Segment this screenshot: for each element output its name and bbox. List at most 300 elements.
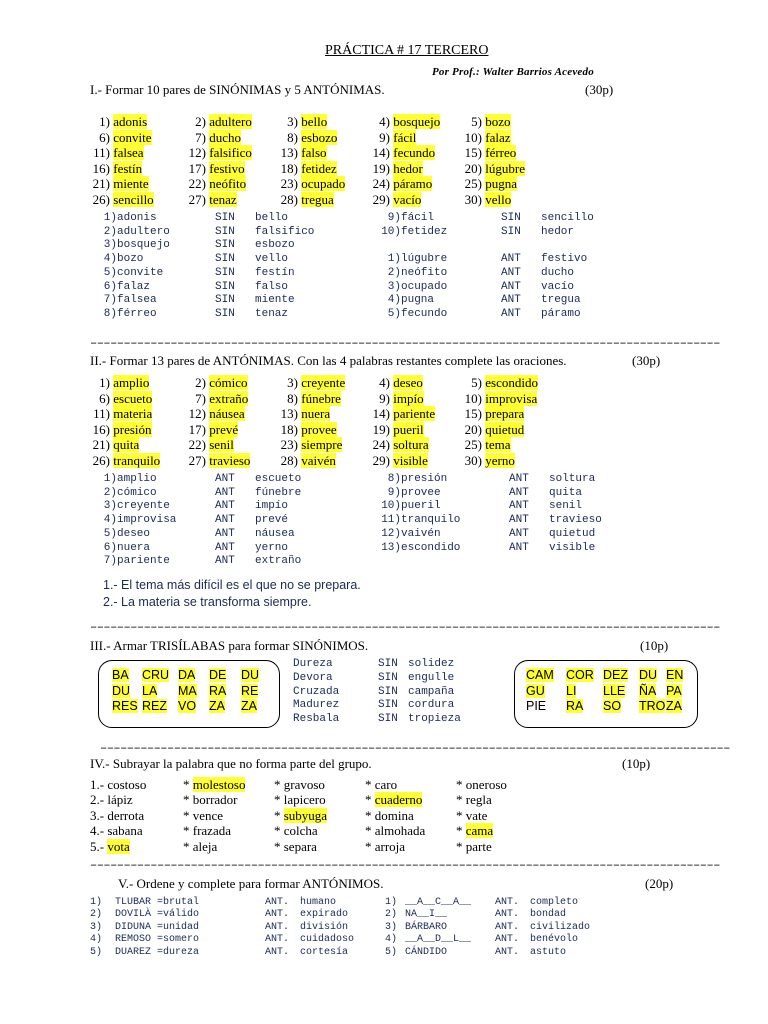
word-item — [460, 391, 537, 406]
anagram-relation: ANT. — [265, 897, 290, 908]
group-word — [456, 839, 492, 854]
group-word — [90, 839, 130, 854]
pair-word: fetidez — [401, 225, 448, 238]
word-item — [90, 453, 160, 468]
word-item — [90, 406, 152, 421]
anagram-number: 3) — [90, 921, 103, 933]
word-number: 26) — [92, 453, 110, 468]
sec1-heading: I.- Formar 10 pares de SINÓNIMAS y 5 ANTÓNIMAS. — [90, 82, 385, 97]
group-word-text: * colcha — [274, 823, 318, 839]
word-number: 12) — [188, 145, 206, 161]
anagram-number: 5) — [90, 946, 103, 958]
pair-relation: ANT — [215, 473, 235, 485]
pair-relation: ANT — [215, 486, 235, 499]
pair-match: tregua — [541, 294, 581, 307]
word-term: sencillo — [113, 192, 154, 207]
word-term: materia — [113, 406, 153, 422]
pair-number: 6) — [103, 541, 117, 554]
pair-word: cómico — [117, 486, 157, 499]
pair-match: cordura — [408, 699, 455, 712]
group-word-odd: subyuga — [283, 807, 328, 823]
pair-word: falaz — [117, 280, 151, 293]
word-number: 1) — [99, 114, 110, 129]
word-item — [184, 453, 250, 468]
word-number: 9) — [379, 390, 390, 406]
group-word — [274, 808, 327, 823]
word-term: visible — [393, 453, 428, 468]
syllable: CAM — [526, 668, 554, 682]
anagram-word: DUAREZ =dureza — [115, 946, 200, 958]
pair-relation: ANT — [509, 500, 529, 513]
word-number: 14) — [372, 145, 390, 161]
syllable: CRU — [142, 668, 170, 682]
word-number: 10) — [464, 129, 482, 145]
pair-number: 4) — [387, 294, 401, 307]
pair-match: falsifico — [255, 225, 315, 238]
page-title: PRÁCTICA # 17 TERCERO — [325, 43, 489, 58]
group-word-prefix: * — [365, 792, 375, 808]
group-word — [183, 823, 231, 838]
word-term: falsifico — [209, 145, 252, 161]
syllable: DEZ — [603, 668, 628, 682]
word-term: travieso — [209, 453, 251, 468]
group-word-text: 1.- costoso — [90, 777, 147, 792]
sec5-points: (20p) — [645, 876, 674, 891]
word-number: 18) — [280, 160, 298, 176]
group-word-text: * domina — [365, 807, 414, 823]
word-item — [368, 453, 428, 468]
anagram-match: civilizado — [530, 921, 591, 933]
pair-number: 5) — [103, 527, 117, 540]
word-number: 30) — [464, 192, 482, 207]
sec5-heading: V.- Ordene y complete para formar ANTÓNIMOS. — [118, 876, 384, 891]
anagram-match: división — [300, 921, 349, 933]
word-item — [276, 176, 345, 191]
word-item — [276, 161, 337, 176]
word-number: 19) — [372, 160, 390, 176]
syllable: MA — [178, 683, 197, 698]
pair-relation: ANT — [215, 541, 235, 554]
pair-row — [375, 267, 675, 281]
word-number: 27) — [188, 453, 206, 468]
pair-row — [97, 528, 397, 542]
pair-word: Dureza — [293, 658, 333, 670]
group-word-text: * almohada — [365, 823, 426, 839]
group-word-text — [183, 777, 245, 792]
anagram-match: bondad — [530, 909, 567, 921]
pair-relation: SIN — [378, 658, 398, 670]
group-word — [183, 808, 223, 823]
pair-word: creyente — [117, 500, 170, 513]
pair-relation: ANT — [509, 541, 529, 554]
pair-row — [97, 253, 397, 267]
pair-word: bosquejo — [117, 239, 170, 252]
syllable: BA — [112, 668, 129, 682]
group-word — [90, 808, 144, 823]
pair-word: convite — [117, 266, 164, 279]
group-word — [274, 823, 318, 838]
word-item — [460, 437, 511, 452]
word-item — [184, 130, 241, 145]
syllable: RA — [209, 683, 227, 698]
group-word-text: * aleja — [183, 838, 218, 854]
anagram-relation: ANT. — [495, 897, 520, 908]
pair-number: 3) — [103, 500, 117, 513]
word-term: tranquilo — [113, 453, 161, 468]
word-number: 29) — [372, 192, 390, 207]
pair-number: 3) — [103, 239, 117, 252]
pair-word: falsea — [117, 294, 157, 307]
word-number: 4) — [379, 375, 390, 390]
group-word-text: 4.- sabana — [90, 823, 143, 839]
sec4-points: (10p) — [622, 756, 651, 771]
pair-number: 2) — [387, 266, 401, 279]
pair-relation: ANT — [215, 527, 235, 540]
syllable: DU — [112, 683, 131, 698]
anagram-number: 1) — [90, 897, 103, 908]
pair-row — [97, 555, 397, 569]
word-item — [276, 114, 327, 129]
word-item — [90, 161, 142, 176]
pair-word: Madurez — [293, 699, 340, 712]
word-term: fetidez — [301, 160, 337, 176]
group-word-text — [456, 823, 493, 838]
group-word — [456, 777, 507, 792]
word-item — [460, 375, 538, 390]
word-term: náusea — [209, 406, 245, 422]
pair-number: 10) — [381, 500, 401, 513]
pair-number: 5) — [103, 266, 117, 279]
pair-row — [97, 267, 397, 281]
syllable: RE — [241, 683, 259, 698]
pair-relation: SIN — [215, 307, 235, 320]
word-term: bello — [301, 114, 328, 129]
anagram-match: cuidadoso — [300, 934, 355, 946]
word-number: 4) — [379, 114, 390, 129]
syllable: LA — [142, 683, 158, 698]
pair-match: campaña — [408, 685, 455, 698]
pair-match: ducho — [541, 266, 575, 279]
pair-row — [97, 281, 397, 295]
pair-word: deseo — [117, 527, 151, 540]
word-item — [90, 391, 152, 406]
word-number: 16) — [92, 160, 110, 176]
word-item — [184, 391, 248, 406]
word-number: 26) — [92, 192, 110, 207]
word-number: 25) — [464, 176, 482, 192]
syllable: GU — [526, 683, 545, 698]
word-term: pueril — [393, 421, 424, 437]
word-term: adultero — [209, 114, 252, 129]
pair-row — [97, 212, 397, 226]
word-term: siempre — [301, 437, 343, 453]
pair-match: quietud — [549, 527, 596, 540]
pair-number: 8) — [387, 473, 401, 485]
pair-row — [97, 239, 397, 253]
word-term: fácil — [393, 129, 417, 145]
word-term: neófito — [209, 176, 247, 192]
group-word-text — [274, 808, 327, 823]
pair-relation: SIN — [378, 713, 398, 726]
pair-row — [97, 514, 397, 528]
word-term: ocupado — [301, 176, 346, 192]
sec2-points: (30p) — [632, 353, 661, 368]
pair-relation: ANT — [509, 486, 529, 499]
word-number: 13) — [280, 406, 298, 422]
anagram-relation: ANT. — [495, 921, 520, 933]
pair-number: 2) — [103, 486, 117, 499]
word-item — [460, 176, 517, 191]
word-number: 7) — [195, 390, 206, 406]
pair-match: fúnebre — [255, 486, 302, 499]
pair-row — [375, 239, 675, 253]
word-number: 17) — [188, 421, 206, 437]
pair-word: fácil — [401, 212, 435, 224]
word-term: quietud — [485, 421, 525, 437]
word-item — [184, 176, 246, 191]
pair-relation: ANT — [509, 527, 529, 540]
word-item — [90, 145, 144, 160]
pair-word: adultero — [117, 225, 170, 238]
pair-row — [375, 487, 675, 501]
pair-match: tenaz — [255, 307, 289, 320]
pair-match: hedor — [541, 225, 575, 238]
word-item — [184, 192, 237, 207]
divider: –––––––––––––––––––––––––––––––––––––––––––––––––––––––––––––––––––––––––––––––––––––––––––––– — [90, 620, 720, 634]
word-term: bozo — [485, 114, 511, 129]
word-item — [276, 145, 327, 160]
anagram-number: 5) — [385, 946, 398, 958]
word-term: creyente — [301, 375, 346, 390]
word-number: 19) — [372, 421, 390, 437]
syllable: ZA — [241, 699, 257, 713]
group-word-text: * separa — [274, 838, 317, 854]
word-item — [460, 114, 511, 129]
word-number: 5) — [471, 375, 482, 390]
sec2-word-grid — [90, 375, 650, 470]
anagram-relation: ANT. — [495, 909, 520, 921]
word-term: escondido — [485, 375, 538, 390]
group-word — [365, 808, 414, 823]
pair-row — [97, 308, 397, 322]
pair-match: festivo — [541, 253, 588, 266]
word-number: 8) — [287, 390, 298, 406]
pair-relation: SIN — [215, 280, 235, 293]
pair-word: neófito — [401, 266, 448, 279]
group-word — [183, 792, 238, 807]
word-term: provee — [301, 421, 337, 437]
word-number: 29) — [372, 453, 390, 468]
pair-match: vello — [255, 253, 289, 266]
word-number: 28) — [280, 192, 298, 207]
pair-number: 1) — [387, 253, 401, 266]
group-word — [90, 792, 133, 807]
divider: –––––––––––––––––––––––––––––––––––––––––––––––––––––––––––––––––––––––––––––––––––––––––––––– — [90, 858, 720, 872]
anagram-number: 2) — [385, 909, 398, 921]
word-term: prepara — [485, 406, 525, 422]
pair-match: escueto — [255, 473, 302, 485]
group-word — [365, 792, 422, 807]
word-number: 22) — [188, 437, 206, 453]
word-number: 11) — [93, 145, 110, 161]
group-word-prefix: * — [183, 777, 193, 792]
word-number: 6) — [99, 129, 110, 145]
word-number: 14) — [372, 406, 390, 422]
group-word — [90, 823, 143, 838]
pair-row — [375, 528, 675, 542]
pair-word: provee — [401, 486, 441, 499]
pair-word: vaivén — [401, 527, 441, 540]
sec1-word-grid — [90, 114, 650, 209]
syllable: ZA — [666, 699, 682, 713]
anagram-number: 2) — [90, 909, 103, 921]
group-word-prefix: * — [456, 823, 466, 839]
divider: –––––––––––––––––––––––––––––––––––––––––––––––––––––––––––––––––––––––––––––––––––––––––––––– — [100, 741, 730, 755]
pair-relation: SIN — [501, 225, 521, 238]
pair-relation: SIN — [378, 699, 398, 712]
word-item — [276, 375, 345, 390]
word-item — [184, 437, 234, 452]
word-item — [90, 375, 149, 390]
pair-relation: SIN — [215, 212, 235, 224]
word-term: tregua — [301, 192, 334, 207]
word-item — [184, 145, 252, 160]
word-item — [276, 422, 337, 437]
sec3-heading: III.- Armar TRISÍLABAS para formar SINÓNIMOS. — [90, 638, 369, 653]
word-item — [460, 453, 515, 468]
word-number: 9) — [379, 129, 390, 145]
pair-match: quita — [549, 486, 583, 499]
word-item — [460, 130, 511, 145]
pair-number: 9) — [387, 486, 401, 499]
pair-word: Resbala — [293, 713, 340, 726]
word-item — [368, 161, 423, 176]
pair-match: engulle — [408, 671, 455, 684]
anagram-match: humano — [300, 897, 337, 908]
pair-match: miente — [255, 294, 295, 307]
word-item — [368, 176, 432, 191]
word-number: 3) — [287, 114, 298, 129]
pair-number: 6) — [103, 280, 117, 293]
word-term: improvisa — [485, 390, 538, 406]
anagram-relation: ANT. — [495, 946, 520, 958]
group-word-odd: cama — [465, 823, 494, 839]
word-number: 1) — [99, 375, 110, 390]
anagram-match: cortesía — [300, 946, 349, 958]
anagram-word: CÁNDIDO — [405, 946, 448, 958]
syllable: DA — [178, 668, 196, 682]
pair-number: 9) — [387, 212, 401, 224]
word-term: cómico — [209, 375, 248, 390]
syllable: REZ — [142, 699, 167, 713]
group-word-text: * arroja — [365, 838, 406, 854]
word-number: 7) — [195, 129, 206, 145]
group-word — [183, 839, 217, 854]
word-number: 23) — [280, 176, 298, 192]
word-number: 5) — [471, 114, 482, 129]
pair-row — [375, 226, 675, 240]
anagram-word: __A__C__A__ — [405, 897, 472, 908]
group-word-odd: molestoso — [192, 777, 246, 792]
word-number: 20) — [464, 421, 482, 437]
word-item — [276, 437, 342, 452]
pair-match: falso — [255, 280, 289, 293]
pair-row — [375, 308, 675, 322]
anagram-number: 4) — [90, 934, 103, 946]
group-word-odd: vota — [107, 838, 130, 854]
author-signature: Por Prof.: Walter Barrios Acevedo — [432, 66, 594, 78]
group-word-text: * gravoso — [274, 777, 325, 792]
anagram-word: NA__I__ — [405, 909, 448, 921]
group-word-text: * oneroso — [456, 777, 507, 792]
anagram-word: BÁRBARO — [405, 921, 448, 933]
word-number: 2) — [195, 114, 206, 129]
pair-relation: ANT — [501, 253, 521, 266]
word-term: vello — [485, 192, 512, 207]
pair-row — [97, 542, 397, 556]
group-word-text: * vate — [456, 807, 488, 823]
pair-number: 10) — [381, 225, 401, 238]
group-word-text: * regla — [456, 792, 492, 808]
syllable: PA — [666, 683, 682, 698]
word-number: 17) — [188, 160, 206, 176]
syllable: EN — [666, 668, 684, 682]
syllable: ÑA — [639, 683, 657, 698]
group-word — [274, 792, 326, 807]
word-item — [90, 114, 147, 129]
word-term: falsea — [113, 145, 144, 161]
word-number: 15) — [464, 406, 482, 422]
pair-relation: SIN — [378, 671, 398, 684]
word-item — [184, 422, 238, 437]
word-term: convite — [113, 129, 152, 145]
word-item — [368, 406, 435, 421]
word-item — [90, 192, 154, 207]
pair-match: impío — [255, 500, 289, 513]
word-term: páramo — [393, 176, 433, 192]
word-term: nuera — [301, 406, 331, 422]
pair-relation: ANT — [501, 307, 521, 320]
pair-match: bello — [255, 212, 289, 224]
sec2-heading: II.- Formar 13 pares de ANTÓNIMAS. Con las 4 palabras restantes complete las oraciones. — [90, 353, 567, 368]
pair-word: improvisa — [117, 514, 177, 527]
word-number: 24) — [372, 176, 390, 192]
anagram-word: DOVILÀ =válido — [115, 909, 200, 921]
group-word-text: * lapicero — [274, 792, 326, 808]
group-word — [456, 808, 487, 823]
pair-match: solidez — [408, 658, 455, 670]
word-term: yerno — [485, 453, 515, 468]
anagram-match: benévolo — [530, 934, 579, 946]
syllable: RA — [566, 699, 584, 713]
word-term: festín — [113, 160, 143, 176]
word-item — [276, 453, 336, 468]
anagram-number: 4) — [385, 934, 398, 946]
pair-word: Cruzada — [293, 685, 340, 698]
group-word-prefix: 5.- — [90, 838, 108, 854]
word-item — [368, 375, 423, 390]
pair-row — [97, 487, 397, 501]
word-term: hedor — [393, 160, 423, 176]
pair-number: 4) — [103, 514, 117, 527]
word-term: bosquejo — [393, 114, 441, 129]
divider: –––––––––––––––––––––––––––––––––––––––––––––––––––––––––––––––––––––––––––––––––––––––––––––– — [90, 336, 720, 350]
word-item — [368, 145, 435, 160]
word-term: fúnebre — [301, 390, 341, 406]
group-word — [183, 777, 245, 792]
group-word — [274, 777, 325, 792]
word-term: deseo — [393, 375, 423, 390]
